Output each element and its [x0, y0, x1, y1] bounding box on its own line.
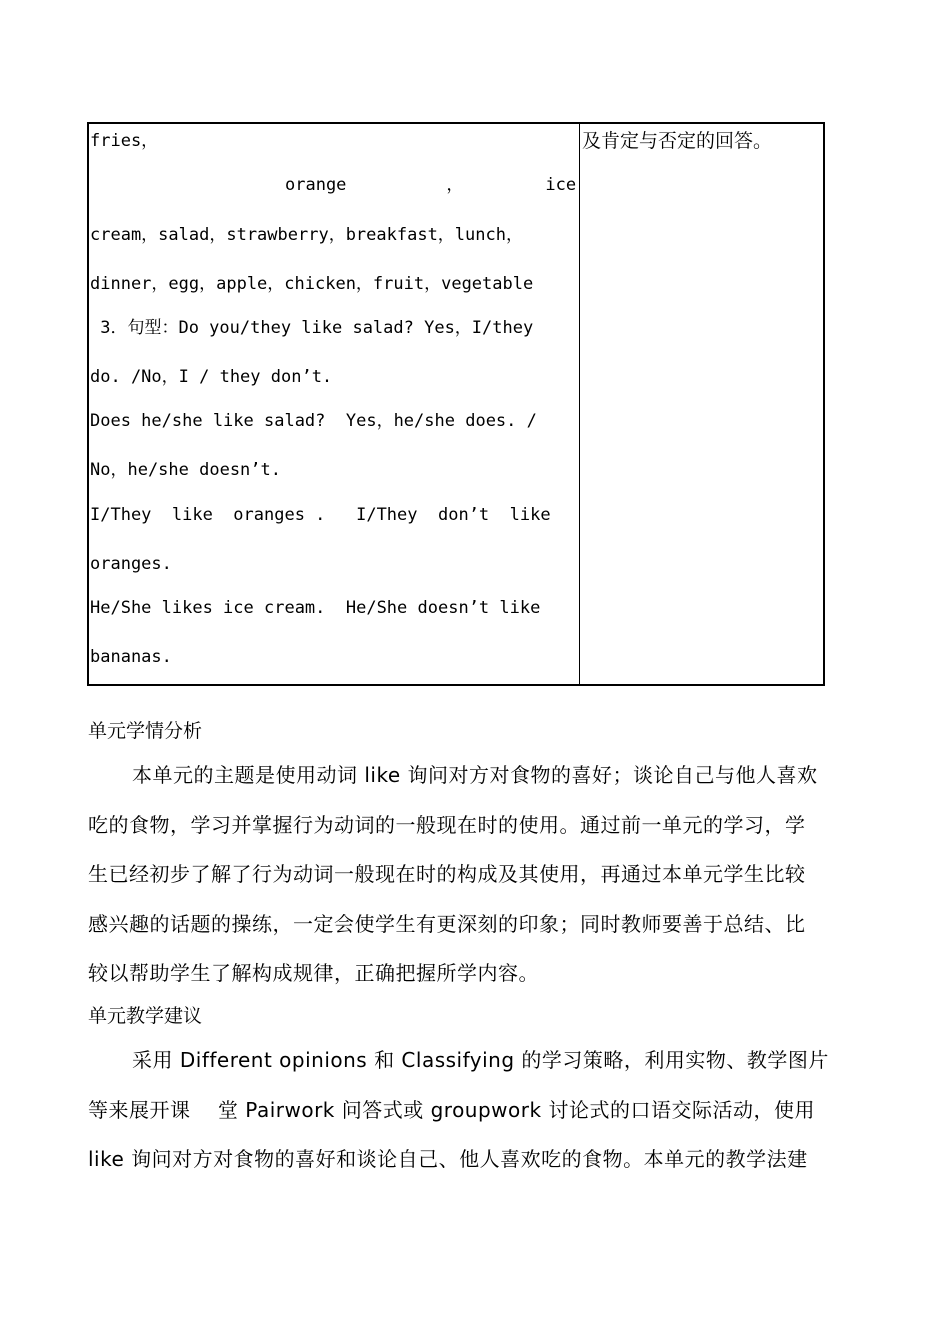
paragraph-line: like 询问对方对食物的喜好和谈论自己、他人喜欢吃的食物。本单元的教学法建 [88, 1147, 808, 1171]
paragraph-line: 感兴趣的话题的操练，一定会使学生有更深刻的印象；同时教师要善于总结、比 [88, 912, 806, 936]
comma: ， [446, 175, 464, 195]
table-column-divider [579, 124, 580, 684]
paragraph-line: 吃的食物，学习并掌握行为动词的一般现在时的使用。通过前一单元的学习，学 [88, 813, 806, 837]
table-line: oranges. [90, 554, 172, 574]
answer-note: 及肯定与否定的回答。 [582, 130, 773, 152]
table-left-cell [89, 124, 579, 684]
section-heading-suggestions: 单元教学建议 [88, 1005, 203, 1027]
table-line: cream，salad，strawberry，breakfast，lunch， [90, 225, 523, 245]
word-ice: ice [545, 175, 577, 195]
table-line: bananas. [90, 647, 172, 667]
table-line [285, 172, 577, 198]
table-line: dinner，egg，apple，chicken，fruit，vegetable [90, 274, 534, 294]
table-right-cell [581, 124, 823, 684]
table-line: I/They like oranges . I/They don’t like [90, 505, 551, 525]
paragraph-line: 等来展开课 堂 Pairwork 问答式或 groupwork 讨论式的口语交际活动，使用 [88, 1098, 815, 1122]
table-line: Does he/she like salad? Yes，he/she does. / [90, 411, 537, 431]
paragraph-line: 较以帮助学生了解构成规律，正确把握所学内容。 [88, 961, 539, 985]
word-orange: orange [285, 175, 347, 195]
table-line: No，he/she doesn’t. [90, 460, 281, 480]
vocabulary-table [87, 122, 825, 686]
paragraph-line: 生已经初步了解了行为动词一般现在时的构成及其使用，再通过本单元学生比较 [88, 862, 806, 886]
paragraph-line: 本单元的主题是使用动词 like 询问对方对食物的喜好；谈论自己与他人喜欢 [132, 763, 818, 787]
section-heading-analysis: 单元学情分析 [88, 720, 203, 742]
table-line: He/She likes ice cream. He/She doesn’t like [90, 598, 541, 618]
paragraph-line: 采用 Different opinions 和 Classifying 的学习策略，利用实物、教学图片 [132, 1048, 829, 1072]
table-line: fries， [90, 131, 159, 151]
table-line: do. /No，I / they don’t. [90, 367, 333, 387]
table-line: 3．句型：Do you/they like salad? Yes，I/they [90, 318, 534, 338]
